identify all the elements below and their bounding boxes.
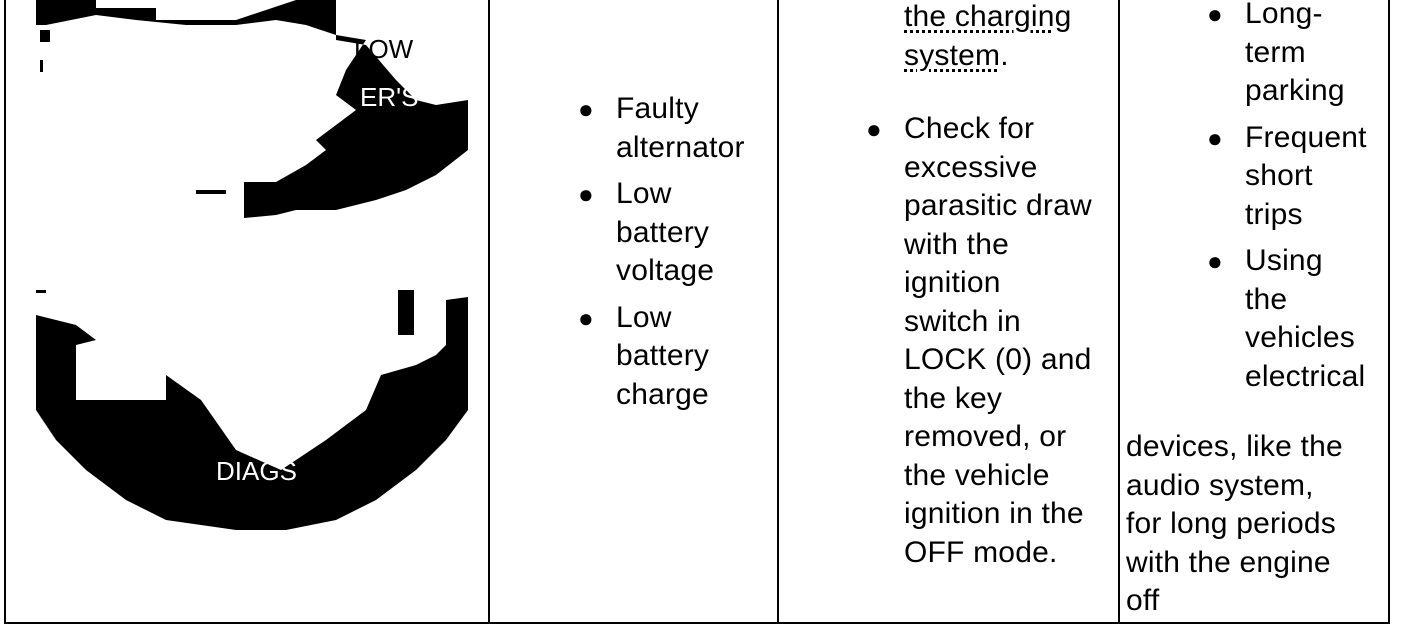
condition-line: Long- [1245, 0, 1323, 30]
condition-line: term [1245, 35, 1306, 69]
bullet-icon: ● [1207, 246, 1223, 276]
figure-label-diags: DIAGS [216, 456, 297, 486]
column-divider-3 [1118, 0, 1120, 624]
condition-line: Using [1245, 244, 1323, 277]
charging-system-link[interactable]: the charging [904, 0, 1072, 33]
cause-line: alternator [616, 130, 745, 164]
action-item [866, 110, 1092, 572]
cause-line: Low [616, 177, 672, 210]
figure-label-low: LOW [354, 34, 414, 64]
lower-gauge-needle [398, 290, 414, 335]
upper-gauge-tick [196, 190, 226, 194]
column-divider-2 [777, 0, 779, 624]
action-line: LOCK (0) and [904, 343, 1092, 376]
condition-line: electrical [1245, 359, 1366, 393]
continuation-line: with the engine [1126, 545, 1331, 579]
cause-line: battery [616, 339, 710, 372]
action-line: excessive [904, 150, 1038, 184]
condition-line: the [1245, 282, 1288, 316]
upper-gauge-tick [40, 30, 50, 42]
table-border-bottom [4, 622, 1390, 624]
charging-system-link[interactable]: system [904, 38, 1001, 72]
action-line: removed, or [904, 420, 1067, 453]
condition-line: trips [1245, 197, 1303, 231]
cause-item [578, 299, 745, 415]
action-line: Check for [904, 112, 1035, 145]
continuation-line: devices, like the [1126, 430, 1343, 463]
conditions-continuation [1126, 428, 1343, 621]
action-line: the key [904, 381, 1003, 415]
condition-item [1207, 0, 1367, 111]
conditions-list [1207, 0, 1367, 396]
cause-item [578, 175, 745, 291]
cause-line: battery [616, 215, 710, 249]
column-divider-1 [488, 0, 490, 624]
continuation-line: audio system, [1126, 468, 1314, 502]
cause-line: Low [616, 300, 672, 334]
instrument-cluster-image [36, 0, 468, 540]
action-line: with the [904, 227, 1009, 261]
bullet-icon: ● [1207, 122, 1223, 153]
bullet-icon: ● [578, 94, 594, 124]
action-line: the vehicle [904, 458, 1050, 492]
action-line: parasitic draw [904, 189, 1092, 222]
condition-line: short [1245, 159, 1313, 192]
condition-item [1207, 119, 1367, 235]
continuation-line: off [1126, 584, 1160, 617]
lower-gauge-tick [36, 290, 46, 293]
upper-gauge-tick [40, 60, 43, 72]
causes-list [578, 90, 745, 414]
cause-line: charge [616, 377, 709, 411]
actions-list [866, 110, 1092, 572]
bullet-icon: ● [866, 114, 882, 144]
cause-line: Faulty [616, 92, 699, 125]
cause-line: voltage [616, 254, 715, 287]
condition-line: Frequent [1245, 120, 1367, 154]
charging-system-link-block [904, 0, 1072, 75]
cause-item [578, 90, 745, 167]
table-border-left [4, 0, 6, 624]
condition-line: vehicles [1245, 321, 1355, 354]
continuation-line: for long periods [1126, 507, 1336, 540]
bullet-icon: ● [578, 302, 594, 333]
condition-line: parking [1245, 74, 1345, 107]
action-line: ignition in the [904, 497, 1084, 530]
action-line: ignition [904, 266, 1001, 299]
bullet-icon: ● [1207, 0, 1223, 29]
action-line: switch in [904, 304, 1021, 338]
link-period: . [1000, 38, 1009, 72]
figure-label-ers: ER'S [360, 82, 419, 112]
condition-item [1207, 242, 1367, 396]
bullet-icon: ● [578, 179, 594, 209]
action-line: OFF mode. [904, 535, 1058, 569]
table-border-right [1388, 0, 1390, 624]
